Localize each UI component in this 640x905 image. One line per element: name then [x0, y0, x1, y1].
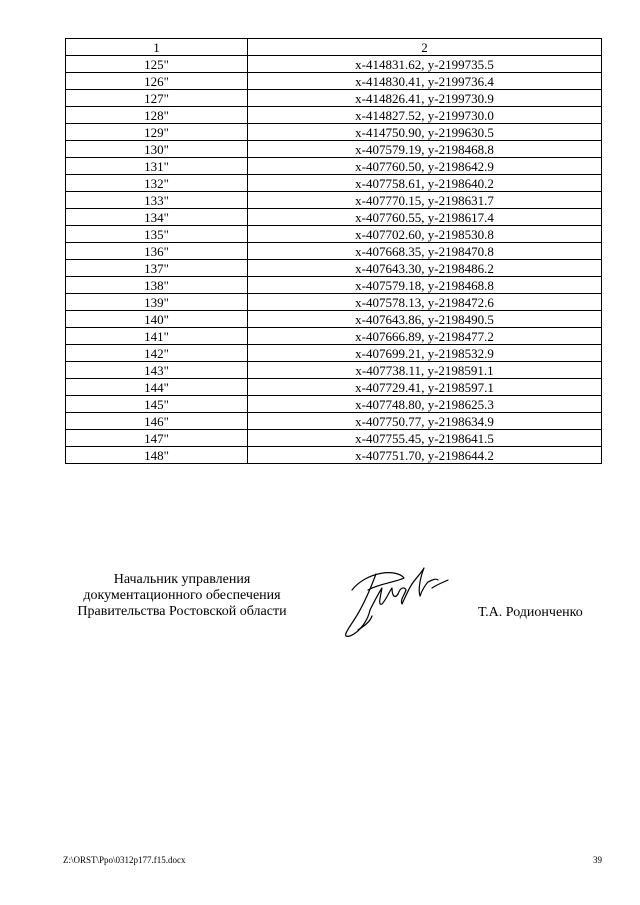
- table-header-row: [66, 39, 602, 56]
- coordinates-cell: x-407699.21, y-2198532.9: [248, 345, 602, 362]
- point-number-cell: 137": [66, 260, 248, 277]
- table-row: [66, 124, 602, 141]
- coordinates-cell: x-407755.45, y-2198641.5: [248, 430, 602, 447]
- footer-file-path: Z:\ORST\Ppo\0312p177.f15.docx: [63, 855, 186, 865]
- coordinates-cell: x-407666.89, y-2198477.2: [248, 328, 602, 345]
- coordinates-cell: x-414831.62, y-2199735.5: [248, 56, 602, 73]
- coordinates-cell: x-407668.35, y-2198470.8: [248, 243, 602, 260]
- point-number-cell: 133": [66, 192, 248, 209]
- coordinates-cell: x-414750.90, y-2199630.5: [248, 124, 602, 141]
- coordinates-cell: x-407748.80, y-2198625.3: [248, 396, 602, 413]
- coordinates-cell: x-407643.86, y-2198490.5: [248, 311, 602, 328]
- table-row: [66, 345, 602, 362]
- point-number-cell: 126": [66, 73, 248, 90]
- point-number-cell: 130": [66, 141, 248, 158]
- table-row: [66, 362, 602, 379]
- signatory-position-line: Правительства Ростовской области: [77, 604, 287, 619]
- handwritten-signature-icon: [338, 560, 453, 645]
- coordinates-cell: x-414830.41, y-2199736.4: [248, 73, 602, 90]
- table-row: [66, 56, 602, 73]
- point-number-cell: 128": [66, 107, 248, 124]
- point-number-cell: 135": [66, 226, 248, 243]
- header-cell-coordinates: 2: [248, 39, 602, 56]
- point-number-cell: 134": [66, 209, 248, 226]
- table-row: [66, 243, 602, 260]
- signatory-position: [60, 572, 304, 620]
- point-number-cell: 132": [66, 175, 248, 192]
- point-number-cell: 139": [66, 294, 248, 311]
- table-row: [66, 73, 602, 90]
- point-number-cell: 140": [66, 311, 248, 328]
- table-row: [66, 294, 602, 311]
- coordinates-cell: x-414826.41, y-2199730.9: [248, 90, 602, 107]
- point-number-cell: 127": [66, 90, 248, 107]
- point-number-cell: 141": [66, 328, 248, 345]
- coordinates-cell: x-407751.70, y-2198644.2: [248, 447, 602, 464]
- header-cell-point: 1: [66, 39, 248, 56]
- table-row: [66, 175, 602, 192]
- table-row: [66, 447, 602, 464]
- point-number-cell: 147": [66, 430, 248, 447]
- point-number-cell: 142": [66, 345, 248, 362]
- table-row: [66, 90, 602, 107]
- point-number-cell: 148": [66, 447, 248, 464]
- table-row: [66, 277, 602, 294]
- table-row: [66, 226, 602, 243]
- point-number-cell: 143": [66, 362, 248, 379]
- table-row: [66, 260, 602, 277]
- coordinates-cell: x-407578.13, y-2198472.6: [248, 294, 602, 311]
- table-row: [66, 141, 602, 158]
- table-row: [66, 158, 602, 175]
- coordinates-cell: x-407758.61, y-2198640.2: [248, 175, 602, 192]
- table-row: [66, 311, 602, 328]
- table-row: [66, 107, 602, 124]
- table-row: [66, 192, 602, 209]
- coordinates-cell: x-407760.55, y-2198617.4: [248, 209, 602, 226]
- signatory-position-line: Начальник управления: [113, 572, 251, 587]
- table-row: [66, 379, 602, 396]
- coordinates-cell: x-407738.11, y-2198591.1: [248, 362, 602, 379]
- page-number: 39: [593, 855, 602, 865]
- table-body: [66, 56, 602, 464]
- coordinates-cell: x-407579.18, y-2198468.8: [248, 277, 602, 294]
- point-number-cell: 138": [66, 277, 248, 294]
- point-number-cell: 144": [66, 379, 248, 396]
- table-row: [66, 413, 602, 430]
- point-number-cell: 129": [66, 124, 248, 141]
- point-number-cell: 145": [66, 396, 248, 413]
- point-number-cell: 125": [66, 56, 248, 73]
- coordinates-cell: x-407579.19, y-2198468.8: [248, 141, 602, 158]
- coordinates-cell: x-407770.15, y-2198631.7: [248, 192, 602, 209]
- coordinates-cell: x-407760.50, y-2198642.9: [248, 158, 602, 175]
- coordinates-cell: x-414827.52, y-2199730.0: [248, 107, 602, 124]
- coordinates-cell: x-407702.60, y-2198530.8: [248, 226, 602, 243]
- point-number-cell: 136": [66, 243, 248, 260]
- point-number-cell: 131": [66, 158, 248, 175]
- signatory-name: Т.А. Родионченко: [478, 605, 583, 620]
- table-row: [66, 396, 602, 413]
- coordinates-cell: x-407729.41, y-2198597.1: [248, 379, 602, 396]
- coordinates-cell: x-407750.77, y-2198634.9: [248, 413, 602, 430]
- signatory-position-line: документационного обеспечения: [83, 588, 281, 603]
- point-number-cell: 146": [66, 413, 248, 430]
- table-row: [66, 430, 602, 447]
- table-row: [66, 209, 602, 226]
- table-row: [66, 328, 602, 345]
- coordinates-cell: x-407643.30, y-2198486.2: [248, 260, 602, 277]
- coordinates-table: [65, 38, 602, 464]
